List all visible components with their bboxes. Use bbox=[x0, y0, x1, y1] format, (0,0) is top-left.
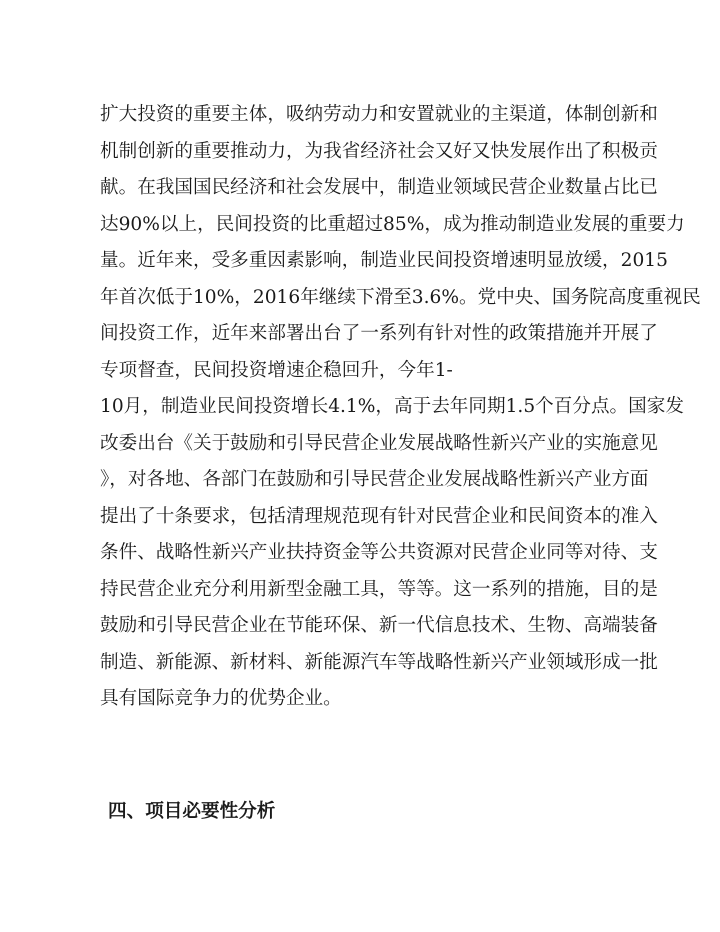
text-line: 年首次低于10%，2016年继续下滑至3.6%。党中央、国务院高度重视民 bbox=[100, 286, 701, 308]
text-line: 量。近年来，受多重因素影响，制造业民间投资增速明显放缓，2015 bbox=[100, 250, 668, 271]
body-paragraph bbox=[100, 97, 701, 718]
text-line: 提出了十条要求，包括清理规范现有针对民营企业和民间资本的准入 bbox=[100, 505, 658, 527]
text-line: 鼓励和引导民营企业在节能环保、新一代信息技术、生物、高端装备 bbox=[100, 615, 658, 636]
text-line: 扩大投资的重要主体，吸纳劳动力和安置就业的主渠道，体制创新和 bbox=[100, 104, 658, 125]
text-line: 具有国际竞争力的优势企业。 bbox=[100, 688, 342, 709]
text-line: 10月，制造业民间投资增长4.1%，高于去年同期1.5个百分点。国家发 bbox=[100, 396, 684, 417]
text-line: 专项督查，民间投资增速企稳回升，今年1- bbox=[100, 359, 453, 381]
text-line: 制造、新能源、新材料、新能源汽车等战略性新兴产业领域形成一批 bbox=[100, 651, 658, 673]
section-heading: 四、项目必要性分析 bbox=[108, 801, 276, 822]
text-line: 献。在我国国民经济和社会发展中，制造业领域民营企业数量占比已 bbox=[100, 177, 658, 198]
text-line: 改委出台《关于鼓励和引导民营企业发展战略性新兴产业的实施意见 bbox=[100, 432, 658, 454]
text-line: 达90%以上，民间投资的比重超过85%，成为推动制造业发展的重要力 bbox=[100, 213, 685, 235]
text-line: 间投资工作，近年来部署出台了一系列有针对性的政策措施并开展了 bbox=[100, 323, 658, 344]
text-line: 》，对各地、各部门在鼓励和引导民营企业发展战略性新兴产业方面 bbox=[100, 469, 649, 490]
text-line: 持民营企业充分利用新型金融工具，等等。这一系列的措施，目的是 bbox=[100, 578, 658, 600]
text-line: 条件、战略性新兴产业扶持资金等公共资源对民营企业同等对待、支 bbox=[100, 542, 658, 563]
text-line: 机制创新的重要推动力，为我省经济社会又好又快发展作出了积极贡 bbox=[100, 140, 658, 162]
